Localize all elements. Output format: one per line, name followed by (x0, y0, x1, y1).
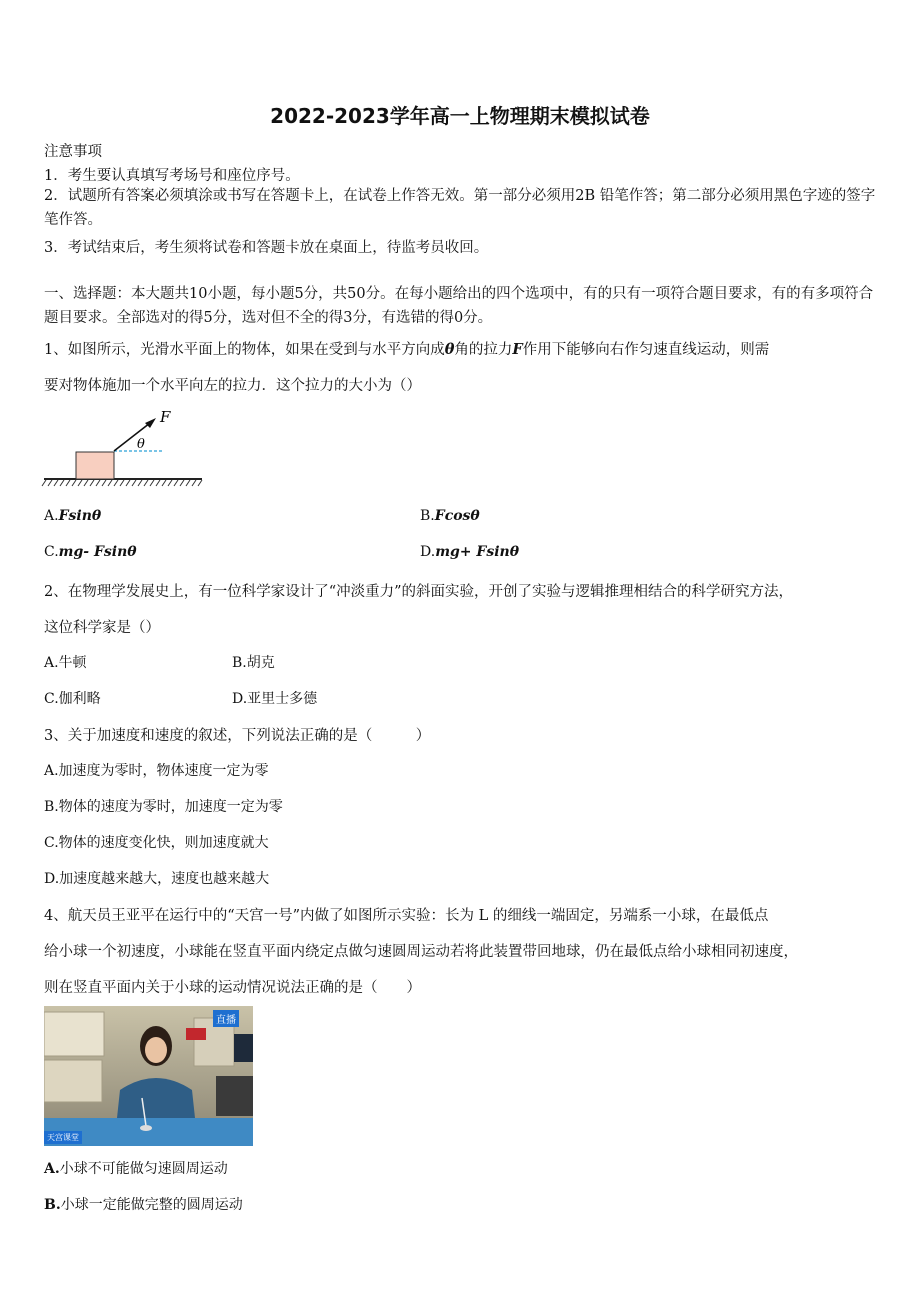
q1-stem-line1 (44, 338, 769, 359)
q1-force-diagram (40, 404, 210, 494)
q4-stem-line1: 4、航天员王亚平在运行中的“天宫一号”内做了如图所示实验：长为 L 的细线一端固定，另端系一小球，在最低点 (44, 908, 769, 924)
live-badge: 直播 (213, 1010, 239, 1027)
notice-heading: 注意事项 (44, 144, 102, 160)
q1-option-d[interactable]: D.mg+ Fsinθ (420, 544, 520, 560)
class-badge: 天宫课堂 (44, 1131, 82, 1144)
q4-photo (44, 1006, 253, 1146)
q1-force-symbol: F (512, 341, 523, 358)
angle-label: θ (137, 437, 145, 452)
q2-stem-line2: 这位科学家是（） (44, 620, 160, 636)
q3-option-d[interactable]: D.加速度越来越大，速度也越来越大 (44, 871, 270, 887)
section-heading: 一、选择题：本大题共10小题，每小题5分，共50分。在每小题给出的四个选项中，有的只有一项符合题目要求，有的有多项符合题目要求。全部选对的得5分，选对但不全的得3分，有选错的得0分。 (44, 286, 874, 326)
q3-option-c[interactable]: C.物体的速度变化快，则加速度就大 (44, 835, 269, 851)
q3-option-a[interactable]: A.加速度为零时，物体速度一定为零 (44, 763, 269, 779)
q2-option-b[interactable]: B.胡克 (232, 655, 275, 671)
q4-stem-line2: 给小球一个初速度，小球能在竖直平面内绕定点做匀速圆周运动若将此装置带回地球，仍在最低点给小球相同初速度， (44, 944, 798, 960)
q4-option-a[interactable]: A.小球不可能做匀速圆周运动 (44, 1161, 228, 1177)
q2-option-a[interactable]: A.牛顿 (44, 655, 87, 671)
q3-option-b[interactable]: B.物体的速度为零时，加速度一定为零 (44, 799, 283, 815)
force-label: F (160, 408, 171, 426)
block (76, 452, 114, 479)
q1-stem-c: 作用下能够向右作匀速直线运动，则需 (522, 342, 770, 358)
q4-option-b[interactable]: B.小球一定能做完整的圆周运动 (44, 1197, 243, 1213)
astronaut-photo-illustration (44, 1006, 253, 1146)
q2-option-c[interactable]: C.伽利略 (44, 691, 101, 707)
q1-stem-a: 1、如图所示，光滑水平面上的物体，如果在受到与水平方向成 (44, 342, 445, 358)
q1-option-a[interactable]: A.Fsinθ (44, 508, 102, 524)
q1-stem-b: 角的拉力 (454, 342, 513, 358)
page-title: 2022-2023学年高一上物理期末模拟试卷 (270, 104, 650, 128)
q4-stem-line3: 则在竖直平面内关于小球的运动情况说法正确的是（ ） (44, 980, 421, 996)
q2-option-d[interactable]: D.亚里士多德 (232, 691, 318, 707)
q1-option-c[interactable]: C.mg- Fsinθ (44, 544, 137, 560)
q1-option-b[interactable]: B.Fcosθ (420, 508, 480, 524)
notice-item-2: 2．试题所有答案必须填涂或书写在答题卡上，在试卷上作答无效。第一部分必须用2B 铅笔作答；第二部分必须用黑色字迹的签字笔作答。 (44, 188, 876, 228)
notice-item-3: 3．考试结束后，考生须将试卷和答题卡放在桌面上，待监考员收回。 (44, 240, 489, 256)
q1-theta: θ (444, 341, 455, 358)
ground-hatching (42, 480, 202, 486)
notice-item-1: 1．考生要认真填写考场号和座位序号。 (44, 168, 300, 184)
q3-stem: 3、关于加速度和速度的叙述，下列说法正确的是（ ） (44, 728, 431, 744)
q1-stem-line2: 要对物体施加一个水平向左的拉力．这个拉力的大小为（） (44, 378, 421, 394)
q2-stem-line1: 2、在物理学发展史上，有一位科学家设计了“冲淡重力”的斜面实验，开创了实验与逻辑推理相结合的科学研究方法， (44, 584, 794, 600)
